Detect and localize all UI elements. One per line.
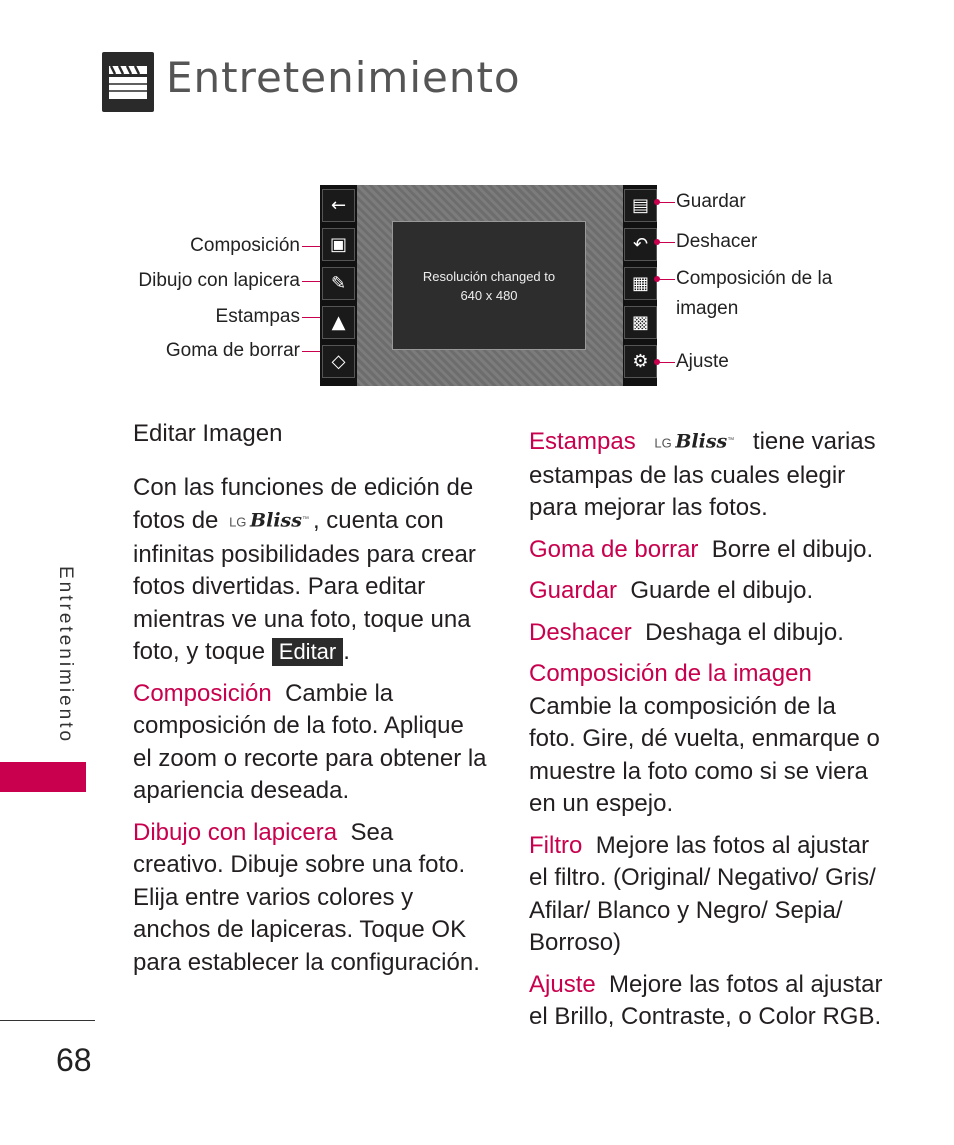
back-arrow-icon[interactable]: ← xyxy=(322,189,355,222)
callout-line xyxy=(302,246,320,247)
footer-rule xyxy=(0,1020,95,1021)
callout-ajuste: Ajuste xyxy=(676,351,729,372)
undo-icon[interactable]: ↶ xyxy=(624,228,657,261)
page-number: 68 xyxy=(56,1042,92,1078)
right-column xyxy=(529,425,884,1043)
left-column xyxy=(133,418,488,988)
definition-guardar: Guardar Guarde el dibujo. xyxy=(529,577,814,605)
callout-goma: Goma de borrar xyxy=(165,340,300,361)
side-tab-label: Entretenimiento xyxy=(55,566,76,745)
definition-composicion: Composición Cambie la composición de la foto. Aplique el zoom o recorte para obtener la apariencia deseada. xyxy=(133,679,487,805)
callout-estampas: Estampas xyxy=(215,306,300,327)
callout-line xyxy=(302,281,320,282)
callout-composicion: Composición xyxy=(190,235,300,256)
callout-line xyxy=(657,202,675,203)
clapperboard-icon xyxy=(102,52,154,112)
callout-composicion-imagen: Composición de la xyxy=(676,268,833,289)
definition-deshacer: Deshacer Deshaga el dibujo. xyxy=(529,618,844,646)
composition-icon[interactable]: ▣ xyxy=(322,228,355,261)
callout-composicion-imagen-2: imagen xyxy=(676,298,739,319)
adjust-icon[interactable]: ⚙ xyxy=(624,345,657,378)
stamp-icon[interactable]: ▲ xyxy=(322,306,355,339)
editar-button: Editar xyxy=(272,638,343,666)
eraser-icon[interactable]: ◇ xyxy=(322,345,355,378)
definition-goma: Goma de borrar Borre el dibujo. xyxy=(529,535,874,563)
lg-bliss-logo: LG Bliss™ xyxy=(654,430,735,453)
intro-paragraph: Con las funciones de edición de fotos de LG Bliss™ , cuenta con infinitas posibilidades para crear fotos divertidas. Para editar mientras ve una foto, toque una foto, y toque Editar . xyxy=(133,473,476,666)
image-icon[interactable]: ▦ xyxy=(624,267,657,300)
callout-dibujo: Dibujo con lapicera xyxy=(138,270,300,291)
chapter-title: Entretenimiento xyxy=(166,53,521,102)
callout-line xyxy=(657,279,675,280)
resolution-message: Resolución changed to 640 x 480 xyxy=(422,269,556,303)
definition-composicion-imagen: Composición de la imagen Cambie la composición de la foto. Gire, dé vuelta, enmarque o muestre la foto como si se viera en un espejo. xyxy=(529,660,880,818)
lg-bliss-logo: LG Bliss™ xyxy=(229,509,309,532)
definition-estampas: Estampas LG Bliss™ tiene varias estampas de las cuales elegir para mejorar las fotos. xyxy=(529,425,884,525)
side-tab-marker xyxy=(0,762,86,792)
definition-dibujo: Dibujo con lapicera Sea creativo. Dibuje sobre una foto. Elija entre varios colores y anchos de lapiceras. Toque OK para establecer la configuración. xyxy=(133,818,480,976)
callout-line xyxy=(657,362,675,363)
filter-icon[interactable]: ▩ xyxy=(624,306,657,339)
callout-line xyxy=(302,317,320,318)
callout-line xyxy=(657,242,675,243)
callout-line xyxy=(302,351,320,352)
pen-icon[interactable]: ✎ xyxy=(322,267,355,300)
save-icon[interactable]: ▤ xyxy=(624,189,657,222)
definition-ajuste: Ajuste Mejore las fotos al ajustar el Brillo, Contraste, o Color RGB. xyxy=(529,970,883,1031)
section-heading: Editar Imagen xyxy=(133,420,283,447)
definition-filtro: Filtro Mejore las fotos al ajustar el filtro. (Original/ Negativo/ Gris/ Afilar/ Blanco y Negro/ Sepia/ Borroso) xyxy=(529,831,876,957)
callout-deshacer: Deshacer xyxy=(676,231,758,252)
callout-guardar: Guardar xyxy=(676,191,746,212)
